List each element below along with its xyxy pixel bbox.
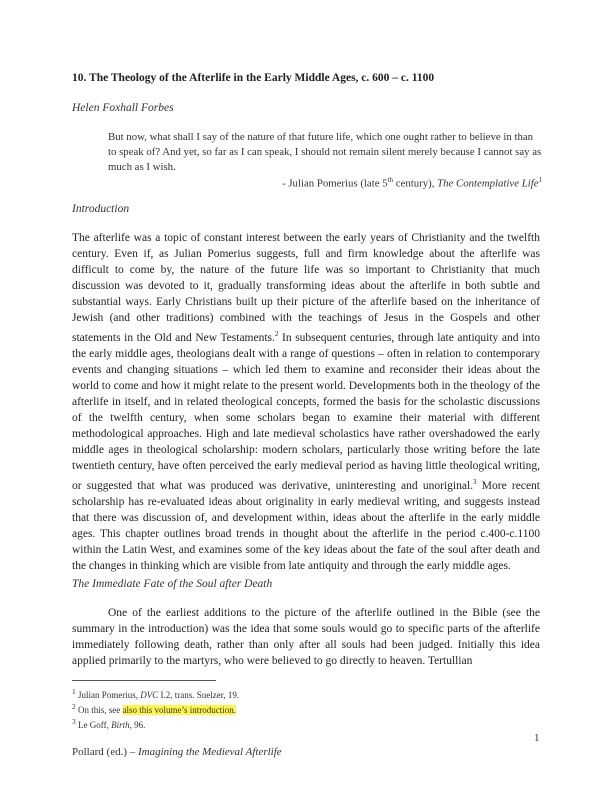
chapter-title: 10. The Theology of the Afterlife in the Early Middle Ages, c. 600 – c. 1100 <box>72 72 435 84</box>
footer-book-title: Imagining the Medieval Afterlife <box>137 746 282 758</box>
section-paragraph: One of the earliest additions to the picture of the afterlife outlined in the Bible (see the summary in the introduction) was the idea that some souls would go to specific parts of the afterlife immediately following death, rather than only after all souls had been judged. Initially this idea applied primarily to the martyrs, who were believed to go directly to heaven. Tertullian <box>72 607 540 667</box>
introduction-heading: Introduction <box>72 203 130 215</box>
introduction-paragraph <box>72 230 540 574</box>
footer-editor: Pollard (ed.) – <box>72 746 138 758</box>
footnote-number: 1 <box>72 687 76 696</box>
footnote-text: , 96. <box>129 720 146 730</box>
footnote-1 <box>72 686 239 701</box>
intro-text-part-1: The afterlife was a topic of constant interest between the early years of Christianity and the twelfth century. Even if, as Julian Pomerius suggests, full and firm knowledge about the afterlife was difficult to come by, the nature of the future life was so important to Christianity that much discussion was devoted to it, gradually transforming ideas about the afterlife in both subtle and substantial ways. Early Christians built up their picture of the afterlife based on the inheritance of Jewish (and other traditions) combined with the teachings of Jesus in the Gospels and other statements in the Old and New Testaments. <box>72 232 540 344</box>
footnote-ref-3[interactable]: 3 <box>473 477 477 486</box>
chapter-author: Helen Foxhall Forbes <box>72 102 174 114</box>
footnote-ref-1[interactable]: 1 <box>538 176 542 184</box>
footnote-ref-2[interactable]: 2 <box>274 330 279 338</box>
footnote-text: Julian Pomerius, <box>75 690 141 700</box>
footnotes <box>72 686 239 731</box>
page-number: 1 <box>534 732 540 744</box>
footnote-3 <box>72 716 239 731</box>
epigraph-attribution <box>108 176 542 190</box>
footnote-2 <box>72 701 239 716</box>
attribution-middle: century), <box>393 177 438 190</box>
footnote-number: 3 <box>72 717 76 726</box>
epigraph-quote: But now, what shall I say of the nature of that future life, which one ought rather to believe in than to speak of? And yet, so far as I can speak, I should not remain silent merely because I cannot say as much as I wish. <box>108 131 542 173</box>
attribution-superscript: th <box>387 176 394 184</box>
footnote-work: DVC <box>140 690 159 700</box>
intro-text-part-2: In subsequent centuries, through late antiquity and into the early middle ages, theologians dealt with a range of questions – often in relation to contemporary events and changing situations – which led them to examine and reconsider their ideas about the world to come and how it might relate to the present world. Developments both in the theology of the afterlife in itself, and in related theological concepts, formed the basis for the scholastic discussions of the twelfth century, when some scholars began to examine their material with different methodological approaches. High and late medieval scholastics have rather overshadowed the early middle ages in theological scholarship: modern scholars, particularly those writing before the late twentieth century, have often perceived the early medieval period as having little theological writing, or suggested that what was produced was derivative, uninteresting and unoriginal. <box>72 331 540 492</box>
section-heading: The Immediate Fate of the Soul after Death <box>72 578 273 590</box>
attribution-work-title: The Contemplative Life <box>437 177 539 190</box>
footnote-text: I.2, trans. Suelzer, 19. <box>158 690 240 700</box>
footnote-text: On this, see <box>75 705 123 715</box>
intro-text-part-3: More recent scholarship has re-evaluated ideas about originality in early medieval writing, and suggests instead that there was discussion of, and development within, ideas about the afterlife in the early middle ages. This chapter outlines broad trends in thought about the afterlife in the period c.400-c.1100 within the Latin West, and examines some of the key ideas about the fate of the soul after death and the changes in thinking which are visible from late antiquity and through the early middle ages. <box>72 479 541 572</box>
footnote-highlighted-link[interactable]: also this volume’s introduction. <box>122 705 236 715</box>
footnote-number: 2 <box>72 702 76 711</box>
footnote-divider <box>72 680 216 681</box>
footnote-text: Le Goff, <box>75 720 112 730</box>
page-footer <box>72 746 282 758</box>
footnote-work: Birth <box>111 720 130 730</box>
attribution-prefix: - Julian Pomerius (late 5 <box>282 177 388 190</box>
